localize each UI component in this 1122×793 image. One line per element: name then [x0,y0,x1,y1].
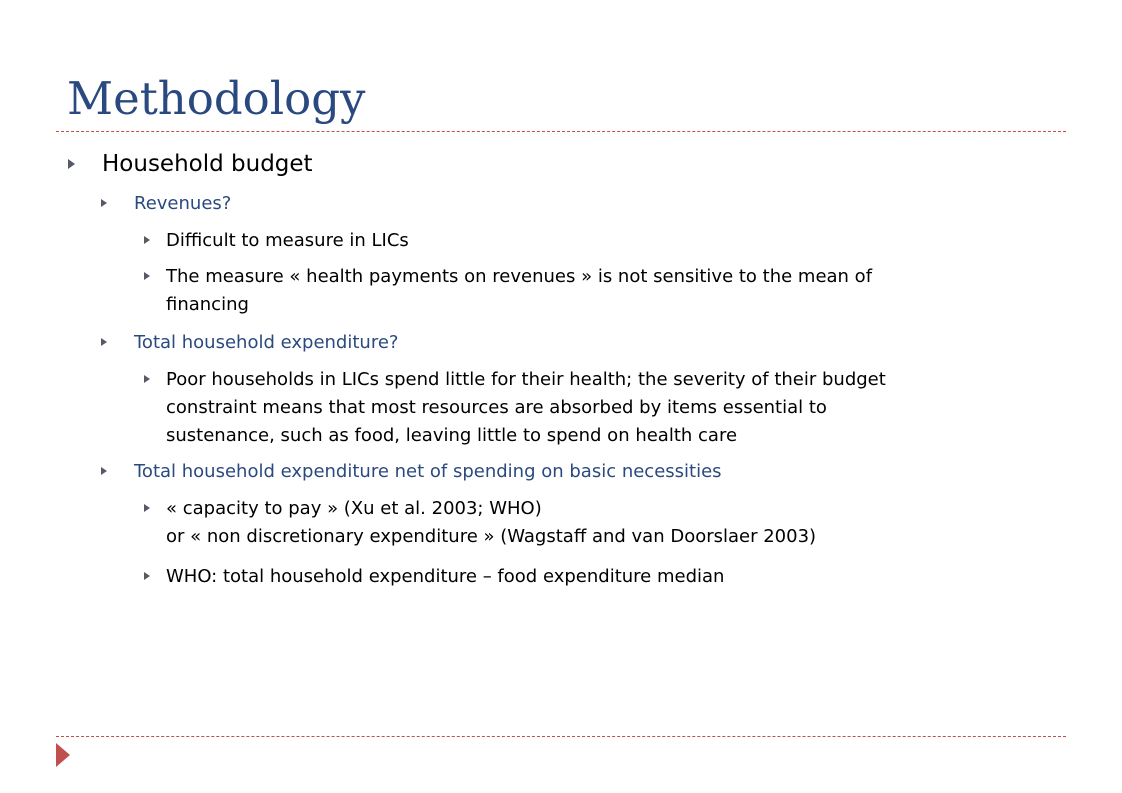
bullet-health-payments-measure [166,263,872,319]
triangle-bullet-icon [101,338,107,346]
bullet-text: Difficult to measure in LICs [166,230,409,251]
triangle-bullet-icon [101,199,107,207]
triangle-bullet-icon [144,375,150,383]
bullet-text: Household budget [102,151,313,177]
triangle-bullet-icon [144,236,150,244]
triangle-bullet-icon [144,572,150,580]
bullet-difficult-to-measure [166,227,409,255]
triangle-bullet-icon [101,467,107,475]
bullet-text-line: sustenance, such as food, leaving little to spend on health care [166,425,738,446]
bullet-text-line: The measure « health payments on revenues » is not sensitive to the mean of [166,266,873,287]
triangle-bullet-icon [68,159,75,169]
bullet-text-line: « capacity to pay » (Xu et al. 2003; WHO) [166,498,542,519]
bullet-expenditure-net-of-necessities [134,460,722,484]
bullet-text: Total household expenditure? [134,332,399,353]
footer-divider [56,736,1066,737]
triangle-bullet-icon [144,504,150,512]
bullet-text: WHO: total household expenditure – food expenditure median [166,566,725,587]
bullet-household-budget [102,150,313,178]
bullet-text-line: Poor households in LICs spend little for their health; the severity of their budget [166,369,886,390]
bullet-who-definition [166,563,724,591]
bullet-total-household-expenditure [134,331,398,355]
bullet-poor-households [166,366,886,450]
bullet-text: Revenues? [134,193,232,214]
slide-title: Methodology [67,72,366,125]
triangle-bullet-icon [144,272,150,280]
bullet-text-line: financing [166,294,249,315]
slide-marker-icon [56,743,70,767]
bullet-text-line: or « non discretionary expenditure » (Wagstaff and van Doorslaer 2003) [166,526,817,547]
bullet-text-line: constraint means that most resources are absorbed by items essential to [166,397,827,418]
bullet-capacity-to-pay [166,495,816,551]
bullet-text: Total household expenditure net of spending on basic necessities [134,461,722,482]
bullet-revenues [134,192,231,216]
